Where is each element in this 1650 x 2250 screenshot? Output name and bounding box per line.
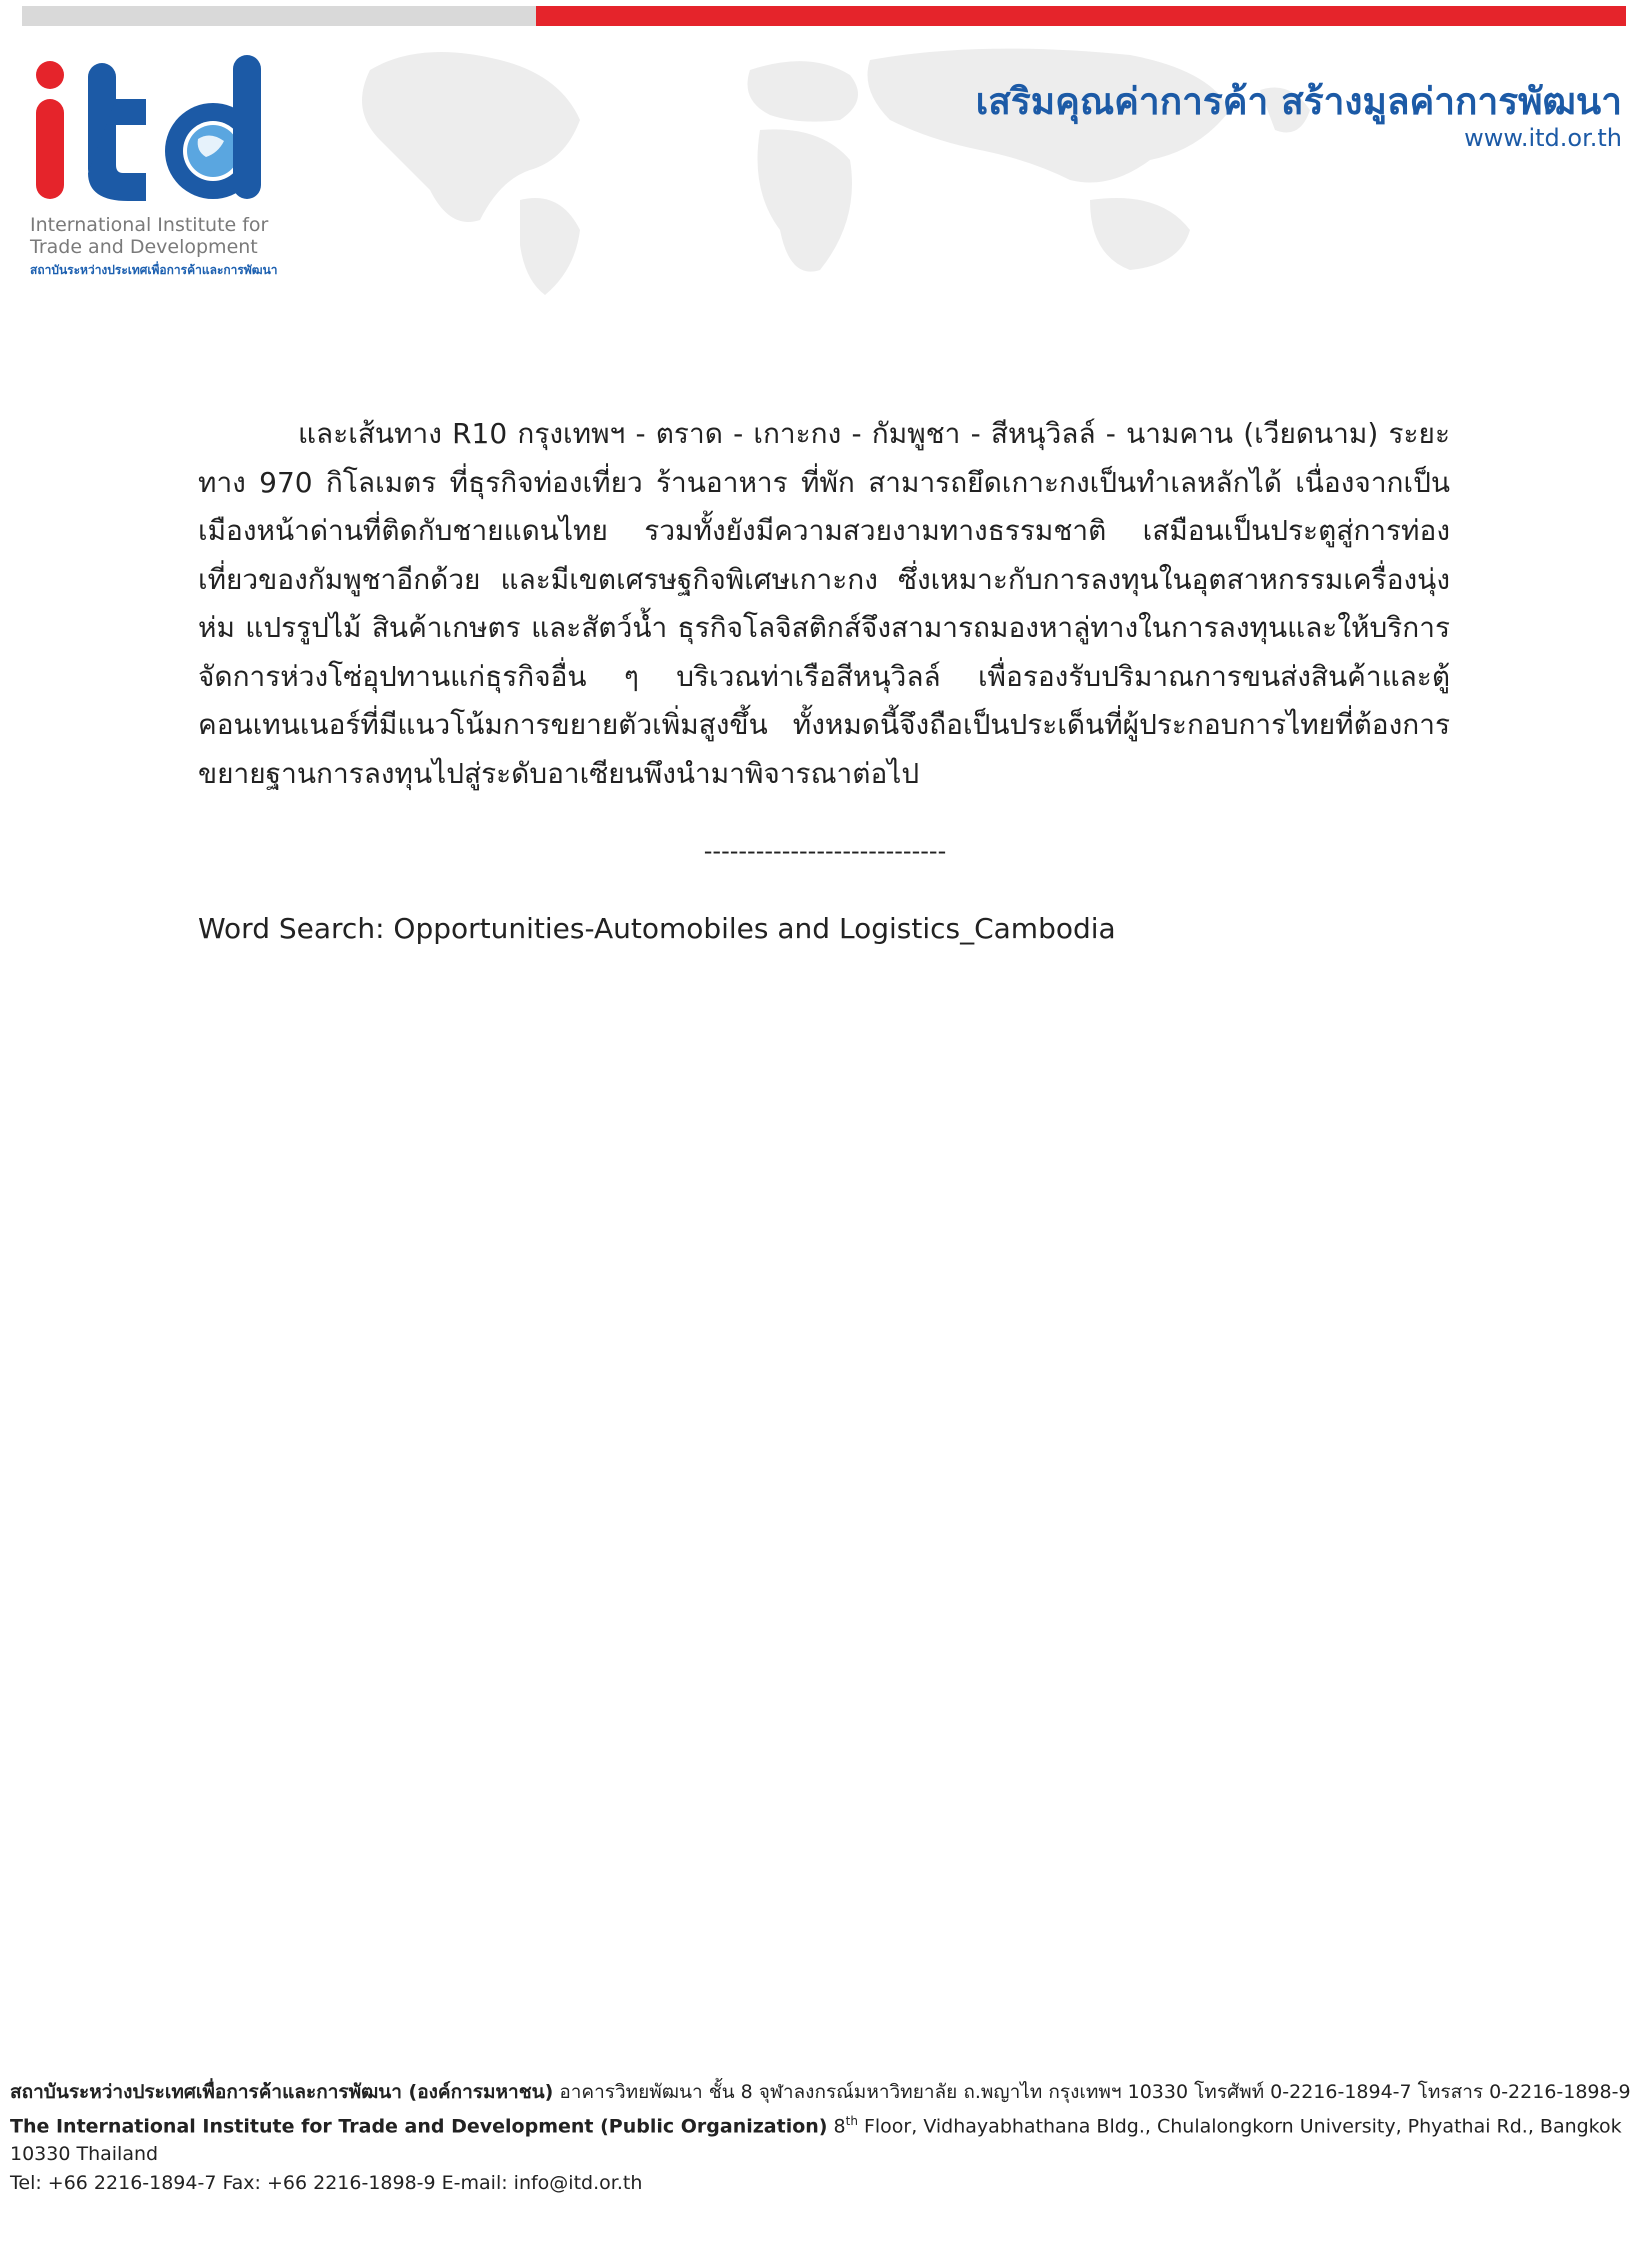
footer-floor-number: 8 [827,2114,846,2137]
world-map-background [330,30,1380,300]
footer-line-thai [10,2078,1640,2107]
logo-institute-name [30,214,268,258]
word-search-line: Word Search: Opportunities-Automobiles and Logistics_Cambodia [198,912,1116,945]
logo-name-line1: International Institute for [30,214,269,236]
footer-org-name-english: The International Institute for Trade and Development (Public Organization) [10,2114,828,2137]
footer-line-english [10,2107,1640,2169]
header-website[interactable]: www.itd.or.th [1464,124,1622,152]
footer-floor-suffix: th [845,2113,858,2128]
footer-address-english: Floor, Vidhayabhathana Bldg., Chulalongkorn University, Phyathai Rd., Bangkok 10330 Thailand [10,2114,1622,2166]
page-footer [10,2078,1640,2197]
header-bar-red [536,6,1626,26]
footer-contact-line: Tel: +66 2216-1894-7 Fax: +66 2216-1898-9 E-mail: info@itd.or.th [10,2171,643,2194]
section-divider: ---------------------------- [703,837,947,865]
header-tagline: เสริมคุณค่าการค้า สร้างมูลค่าการพัฒนา [975,80,1622,123]
logo-name-line2: Trade and Development [30,236,258,258]
footer-address-thai: อาคารวิทยพัฒนา ชั้น 8 จุฬาลงกรณ์มหาวิทยาลัย ถ.พญาไท กรุงเทพฯ 10330 โทรศัพท์ 0-2216-1894-7 โทรสาร 0-2216-1898-9 [553,2081,1631,2103]
body-paragraph: และเส้นทาง R10 กรุงเทพฯ - ตราด - เกาะกง - กัมพูชา - สีหนุวิลล์ - นามคาน (เวียดนาม) ระยะทาง 970 กิโลเมตร ที่ธุรกิจท่องเที่ยว ร้านอาหาร ที่พัก สามารถยึดเกาะกงเป็นทำเลหลักได้ เนื่องจากเป็นเมืองหน้าด่านที่ติดกับชายแดนไทย รวมทั้งยังมีความสวยงามทางธรรมชาติ เสมือนเป็นประตูสู่การท่องเที่ยวของกัมพูชาอีกด้วย และมีเขตเศรษฐกิจพิเศษเกาะกง ซึ่งเหมาะกับการลงทุนในอุตสาหกรรมเครื่องนุ่งห่ม แปรรูปไม้ สินค้าเกษตร และสัตว์น้ำ ธุรกิจโลจิสติกส์จึงสามารถมองหาลู่ทางในการลงทุนและให้บริการจัดการห่วงโซ่อุปทานแก่ธุรกิจอื่น ๆ บริเวณท่าเรือสีหนุวิลล์ เพื่อรองรับปริมาณการขนส่งสินค้าและตู้คอนเทนเนอร์ที่มีแนวโน้มการขยายตัวเพิ่มสูงขึ้น ทั้งหมดนี้จึงถือเป็นประเด็นที่ผู้ประกอบการไทยที่ต้องการขยายฐานการลงทุนไปสู่ระดับอาเซียนพึงนำมาพิจารณาต่อไป [198,417,1450,790]
logo-name-thai: สถาบันระหว่างประเทศเพื่อการค้าและการพัฒนา [30,263,278,277]
header-bar-grey [22,6,536,26]
footer-org-name-thai: สถาบันระหว่างประเทศเพื่อการค้าและการพัฒนา (องค์การมหาชน) [10,2081,554,2103]
